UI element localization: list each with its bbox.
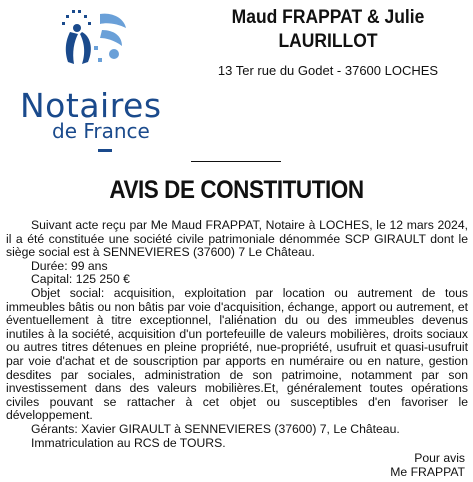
logo-wordmark-de-france: de France xyxy=(52,119,150,143)
paragraph-managers: Gérants: Xavier GIRAULT à SENNEVIERES (37600) 7, Le Château. xyxy=(31,421,400,436)
separator-rule xyxy=(191,161,281,162)
notice-title: AVIS DE CONSTITUTION xyxy=(109,176,364,204)
signature-line2: Me FRAPPAT xyxy=(390,465,465,479)
notary-names-line1: Maud FRAPPAT & Julie xyxy=(231,7,425,28)
marianne-emblem-icon xyxy=(14,6,189,86)
notary-header xyxy=(188,6,468,80)
signature-block xyxy=(390,451,465,479)
paragraph-registration: Immatriculation au RCS de TOURS. xyxy=(31,435,226,450)
paragraph-capital: Capital: 125 250 € xyxy=(31,272,130,287)
notice-body xyxy=(6,219,468,450)
notary-names xyxy=(199,6,457,54)
paragraph-duration: Durée: 99 ans xyxy=(31,258,108,273)
notaires-de-france-logo xyxy=(14,6,189,156)
notary-address: 13 Ter rue du Godet - 37600 LOCHES xyxy=(217,63,439,78)
logo-wordmark-notaires: Notaires xyxy=(20,86,162,125)
signature-line1: Pour avis xyxy=(414,451,465,465)
notary-names-line2: LAURILLOT xyxy=(278,31,378,52)
logo-underline xyxy=(98,149,112,152)
paragraph-intro: Suivant acte reçu par Me Maud FRAPPAT, Notaire à LOCHES, le 12 mars 2024, il a été constituée une société civile patrimoniale dénommée SCP GIRAULT dont le siège social est à SENNEVIERES (37600) 7 Le Château. xyxy=(6,218,468,260)
paragraph-object: Objet social: acquisition, exploitation par location ou autrement de tous immeubles bâtis ou non bâtis par voie d'acquisition, échange, apport ou autrement, et éventuellement à titre exceptionnel, l'aliénation du ou des immeubles devenus inutiles à la société, acquisition d'un portefeuille de valeurs mobilières, droits sociaux ou autres titres détenues en pleine propriété, nue-propriété, usufruit et quasi-usufruit par voie d'achat et de souscription par apports en numéraire ou en nature, gestion desdites par sociales, administration de son patrimoine, notamment par son investissement dans des valeurs mobilières.Et, généralement toutes opérations civiles pouvant se rattacher à cet objet ou susceptibles d'en favoriser le développement. xyxy=(6,285,468,423)
